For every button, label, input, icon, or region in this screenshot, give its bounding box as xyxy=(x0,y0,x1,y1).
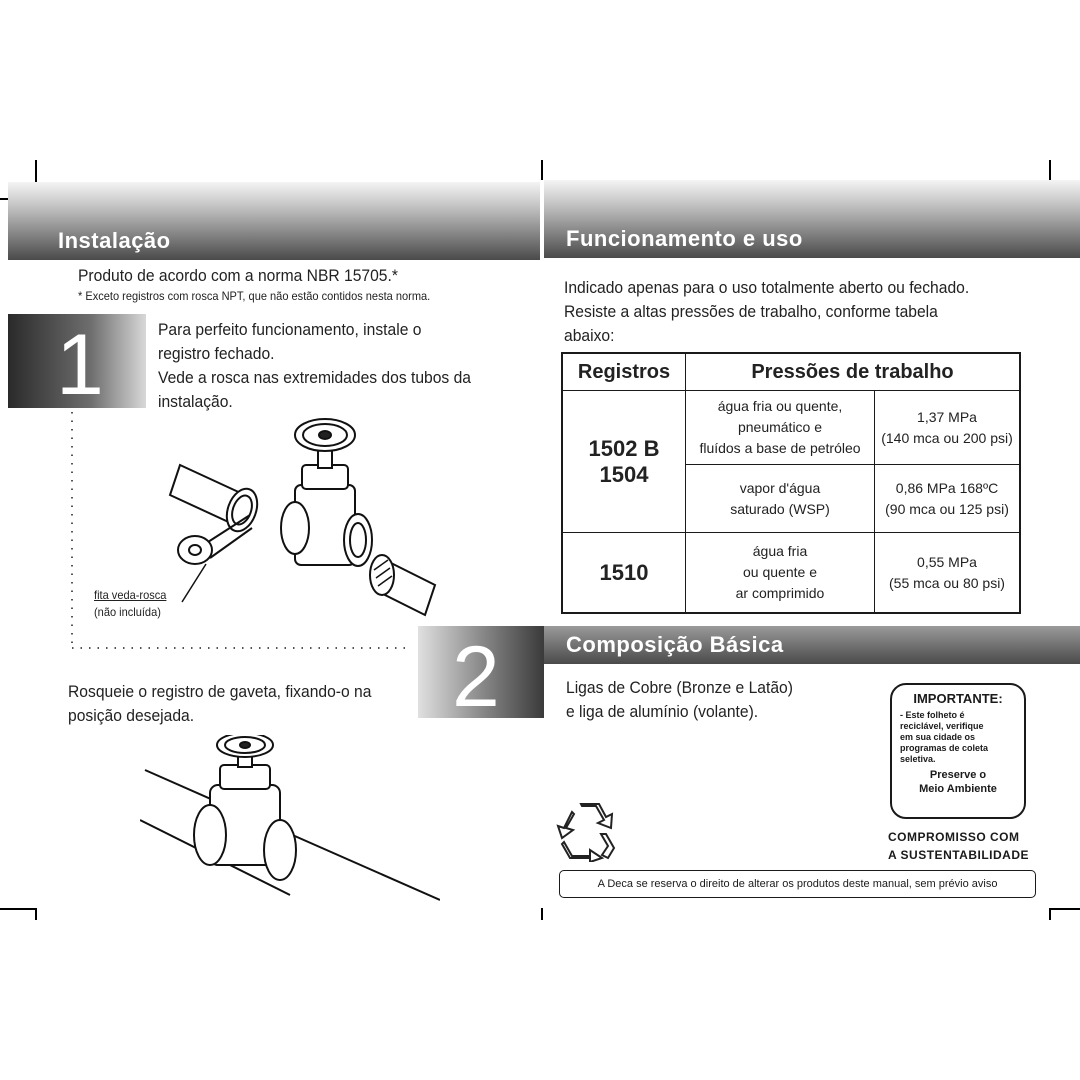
fluid-text: água fria ou quente, xyxy=(717,398,843,415)
crop-mark xyxy=(541,160,543,180)
model-1502b: 1502 B xyxy=(588,435,660,461)
pressure-text: (55 mca ou 80 psi) xyxy=(889,574,1005,591)
step-2-number: 2 xyxy=(452,629,500,725)
crop-mark xyxy=(541,908,543,920)
fluid-text: água fria xyxy=(752,543,808,560)
norm-text: Produto de acordo com a norma NBR 15705.* xyxy=(78,266,398,285)
pressure-text: 0,86 MPa 168ºC xyxy=(895,479,999,496)
model-1510: 1510 xyxy=(599,559,649,585)
section-title-funcionamento: Funcionamento e uso xyxy=(566,226,803,251)
step-1-line: Para perfeito funcionamento, instale o xyxy=(158,320,422,339)
intro-line: abaixo: xyxy=(564,326,615,345)
important-line: - Este folheto é xyxy=(900,710,965,720)
fluid-text: pneumático e xyxy=(737,419,823,436)
step-2-line: Rosqueie o registro de gaveta, fixando-o na xyxy=(68,682,372,701)
pressure-text: 1,37 MPa xyxy=(917,408,977,425)
important-box xyxy=(890,683,1026,819)
norm-note: * Exceto registros com rosca NPT, que não estão contidos nesta norma. xyxy=(78,289,431,303)
fluid-text: vapor d'água xyxy=(739,479,821,496)
recycle-icon xyxy=(556,800,622,862)
tape-note: (não incluída) xyxy=(94,605,161,619)
fluid-text: fluídos a base de petróleo xyxy=(699,440,861,457)
intro-line: Indicado apenas para o uso totalmente aberto ou fechado. xyxy=(564,278,970,297)
fluid-text: ar comprimido xyxy=(735,585,825,602)
crop-mark xyxy=(35,908,37,920)
section-title-instalacao: Instalação xyxy=(58,228,171,253)
important-line: reciclável, verifique xyxy=(900,721,984,731)
tape-pointer-line xyxy=(180,560,210,605)
fluid-cell xyxy=(686,465,875,533)
crop-mark xyxy=(1049,908,1080,910)
pressure-cell xyxy=(875,465,1021,533)
commitment-line: A SUSTENTABILIDADE xyxy=(888,848,1029,862)
important-line: programas de coleta xyxy=(900,743,989,753)
model-1504: 1504 xyxy=(599,461,649,487)
model-cell xyxy=(562,533,686,613)
valve-installed-illustration xyxy=(140,735,440,905)
important-line: seletiva. xyxy=(900,754,936,764)
crop-mark xyxy=(1049,908,1051,920)
commitment-line: COMPROMISSO COM xyxy=(888,830,1020,844)
pressure-text: (140 mca ou 200 psi) xyxy=(881,429,1013,446)
model-cell xyxy=(562,391,686,533)
composition-line: Ligas de Cobre (Bronze e Latão) xyxy=(566,678,793,697)
table-header-pressoes: Pressões de trabalho xyxy=(686,353,1021,391)
step-1-line: registro fechado. xyxy=(158,344,275,363)
step-1-line: instalação. xyxy=(158,392,233,411)
pressure-cell xyxy=(875,391,1021,465)
preserve-line: Meio Ambiente xyxy=(919,783,997,795)
fluid-cell xyxy=(686,391,875,465)
pressure-table xyxy=(561,352,1021,614)
pressure-text: (90 mca ou 125 psi) xyxy=(885,500,1009,517)
tape-label: fita veda-rosca xyxy=(94,588,167,602)
fluid-text: saturado (WSP) xyxy=(730,500,830,517)
fluid-text: ou quente e xyxy=(743,564,817,581)
step-1-line: Vede a rosca nas extremidades dos tubos da xyxy=(158,368,472,387)
step-2-line: posição desejada. xyxy=(68,706,195,725)
section-title-composicao: Composição Básica xyxy=(566,632,784,657)
step-1-number: 1 xyxy=(56,317,104,413)
important-line: em sua cidade os xyxy=(900,732,976,742)
important-title: IMPORTANTE: xyxy=(913,691,1003,706)
footer-disclaimer: A Deca se reserva o direito de alterar os produtos deste manual, sem prévio aviso xyxy=(559,870,1036,898)
fluid-cell xyxy=(686,533,875,613)
pressure-text: 0,55 MPa xyxy=(917,553,977,570)
composition-line: e liga de alumínio (volante). xyxy=(566,702,759,721)
preserve-line: Preserve o xyxy=(929,769,987,781)
pressure-cell xyxy=(875,533,1021,613)
crop-mark xyxy=(0,908,37,910)
intro-line: Resiste a altas pressões de trabalho, conforme tabela xyxy=(564,302,938,321)
table-header-registros: Registros xyxy=(562,353,686,391)
